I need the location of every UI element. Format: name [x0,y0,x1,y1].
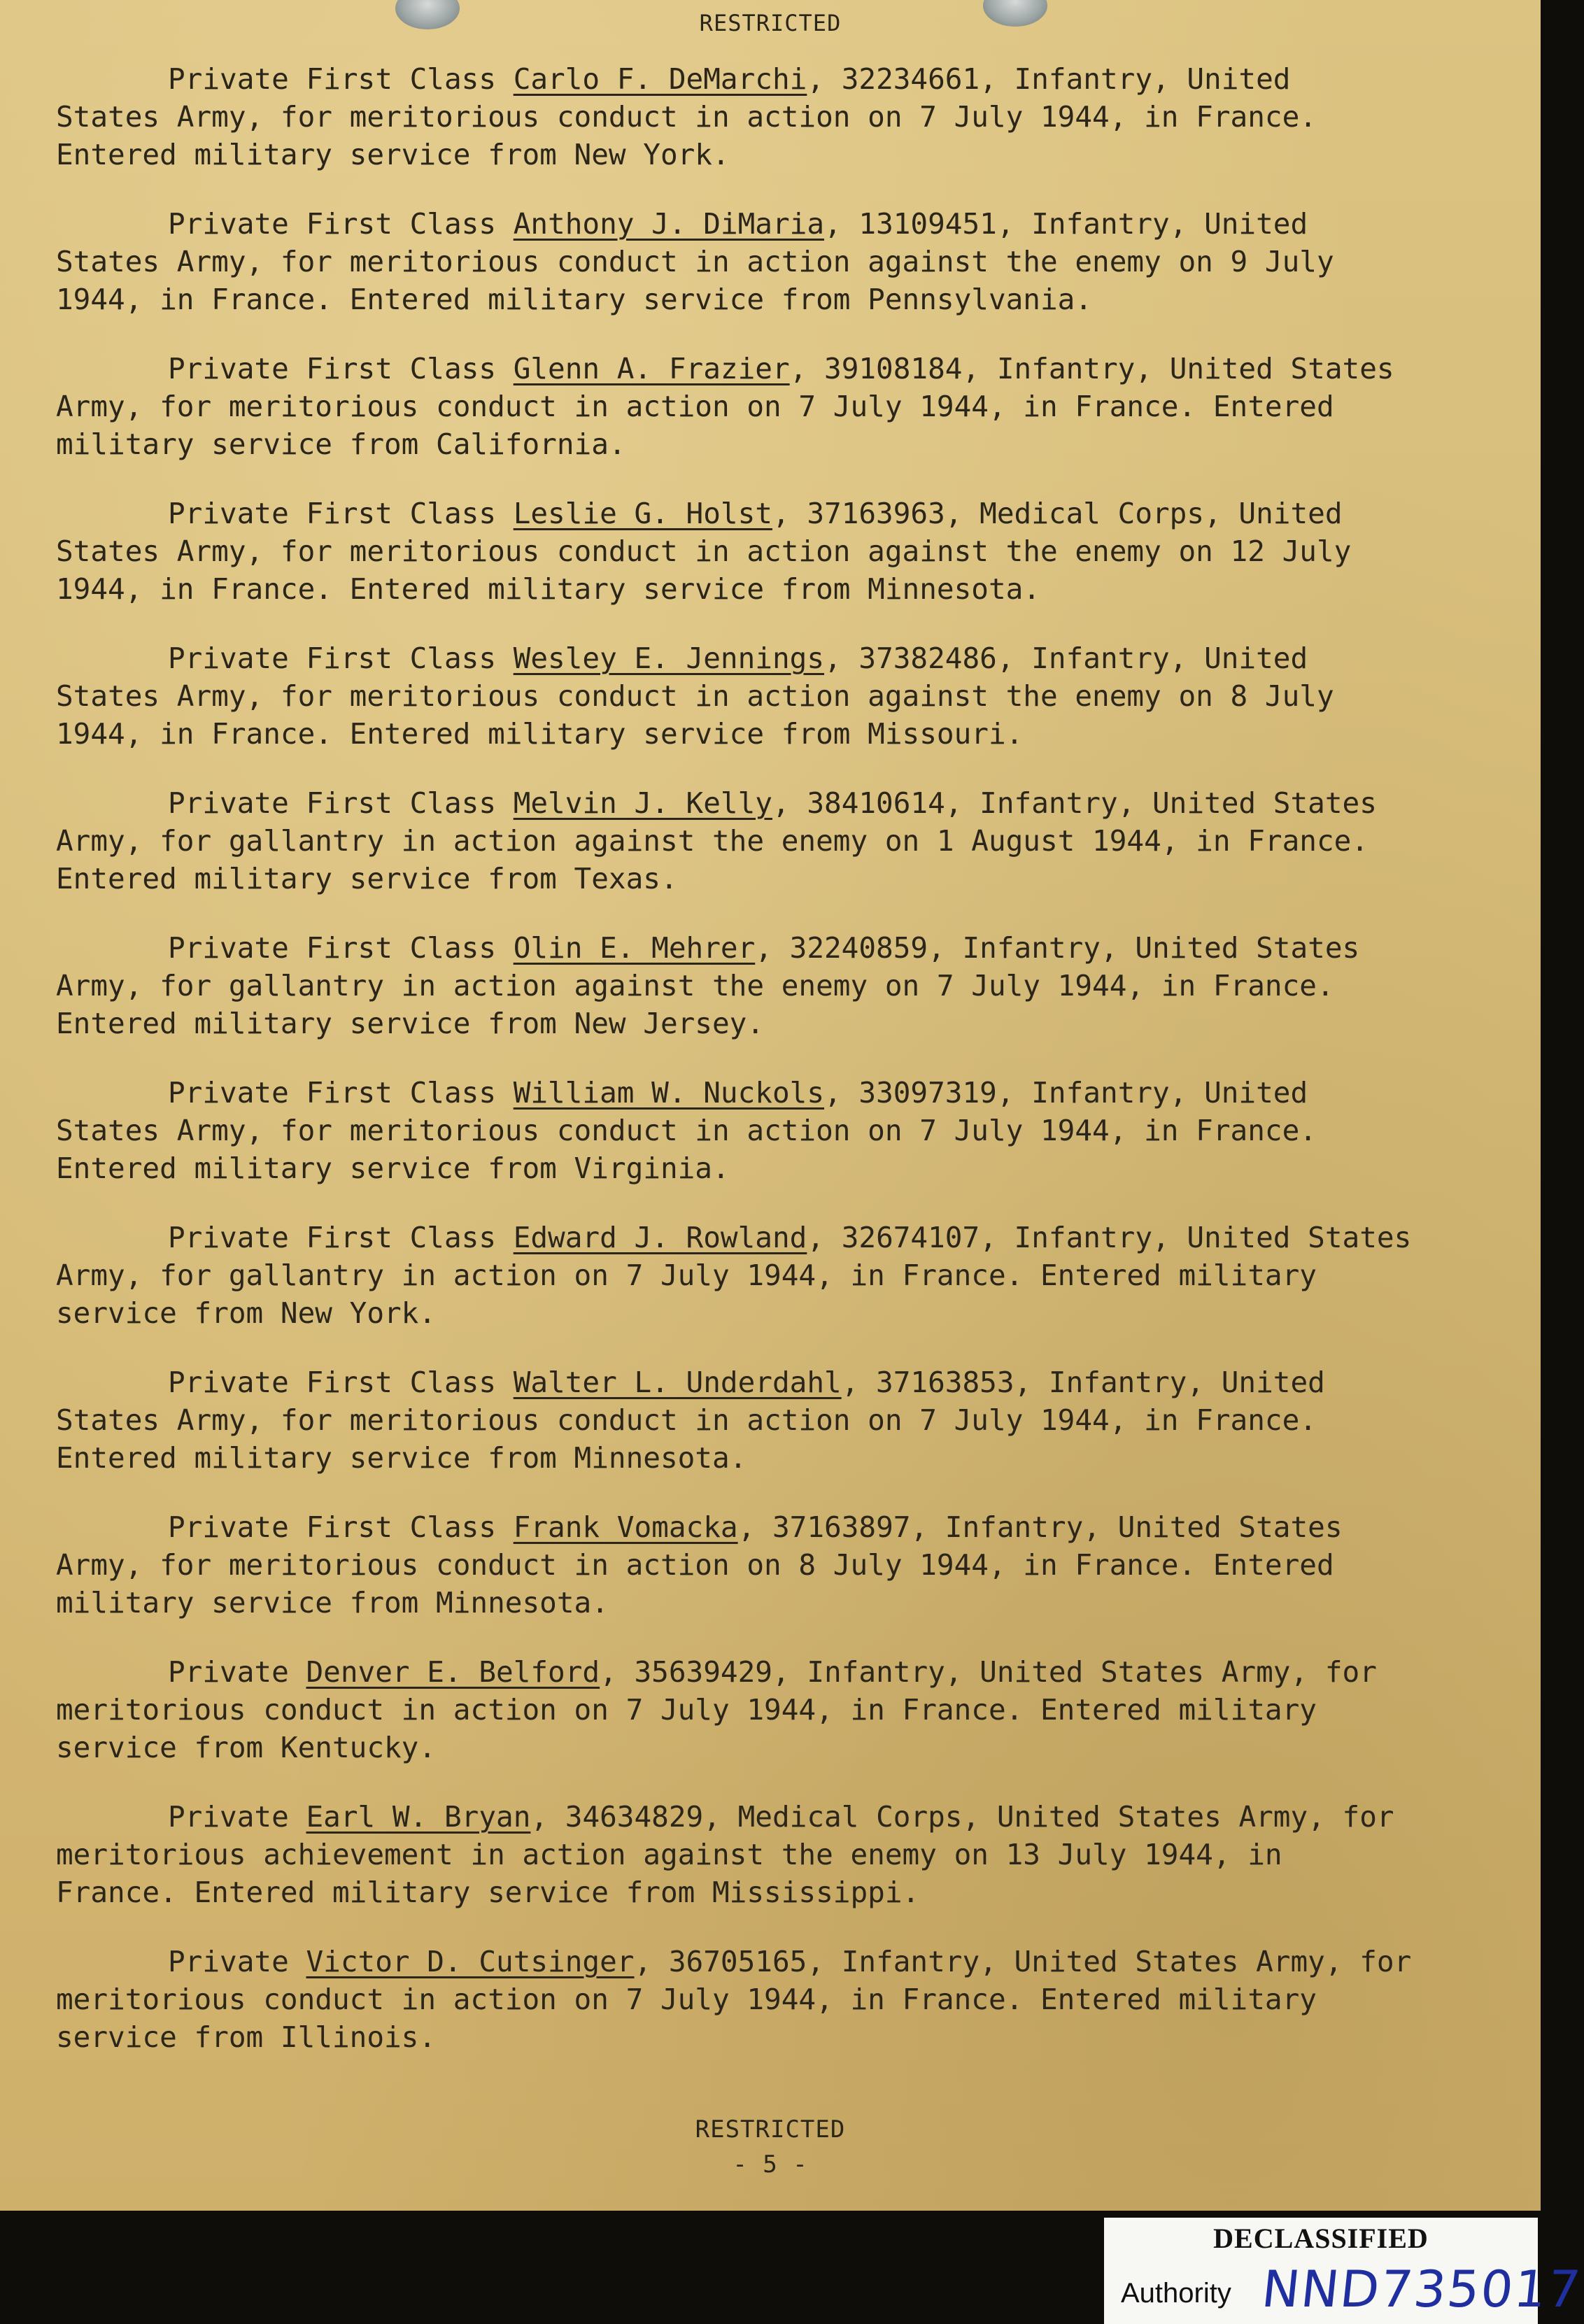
citation-entry [56,60,1483,205]
citation-line-3: military service from California. [56,427,626,461]
rank-label: Private First Class [168,1510,514,1544]
citation-line-3: France. Entered military service from Mississippi. [56,1876,920,1909]
soldier-name: William W. Nuckols [513,1076,825,1110]
citation-line-3: Entered military service from Minnesota. [56,1441,747,1475]
citation-line-2: meritorious conduct in action on 7 July 1944, in France. Entered military [56,1693,1317,1727]
citation-line-2: Army, for meritorious conduct in action on 8 July 1944, in France. Entered [56,1548,1334,1582]
rank-label: Private First Class [168,352,514,385]
serial-and-unit: , 38410614, Infantry, United States [772,786,1377,820]
serial-and-unit: , 37163897, Infantry, United States [737,1510,1343,1544]
rank-label: Private First Class [168,1076,514,1110]
rank-label: Private [168,1655,306,1689]
page-number: - 5 - [733,2151,808,2178]
soldier-name: Carlo F. DeMarchi [513,62,807,96]
stamp-authority-value: NND735017 [1259,2260,1584,2318]
soldier-name: Leslie G. Holst [513,497,772,530]
soldier-name: Wesley E. Jennings [513,642,825,675]
serial-and-unit: , 35639429, Infantry, United States Army, for [600,1655,1377,1689]
citation-entry [56,1943,1483,2088]
soldier-name: Anthony J. DiMaria [513,207,825,241]
citation-line-1 [56,60,1483,98]
citation-line-1 [56,1653,1483,1691]
serial-and-unit: , 37163853, Infantry, United [841,1366,1325,1399]
citation-line-1 [56,639,1483,677]
serial-and-unit: , 39108184, Infantry, United States [789,352,1394,385]
rank-label: Private First Class [168,62,514,96]
serial-and-unit: , 36705165, Infantry, United States Army, for [634,1945,1412,1978]
citation-line-2: States Army, for meritorious conduct in action against the enemy on 8 July [56,679,1334,713]
citation-entry [56,1074,1483,1219]
citation-line-2: States Army, for meritorious conduct in action against the enemy on 12 July [56,534,1352,568]
soldier-name: Denver E. Belford [306,1655,600,1689]
soldier-name: Victor D. Cutsinger [306,1945,635,1978]
citation-line-1 [56,1508,1483,1546]
soldier-name: Melvin J. Kelly [513,786,772,820]
citation-entry [56,205,1483,350]
rank-label: Private First Class [168,786,514,820]
header-classification: RESTRICTED [699,10,842,36]
citation-line-3: service from New York. [56,1296,437,1330]
rank-label: Private First Class [168,931,514,965]
citation-line-3: service from Illinois. [56,2020,437,2054]
citation-line-2: Army, for gallantry in action against the enemy on 7 July 1944, in France. [56,969,1334,1002]
serial-and-unit: , 32234661, Infantry, United [807,62,1291,96]
soldier-name: Edward J. Rowland [513,1221,807,1254]
rank-label: Private First Class [168,207,514,241]
citation-line-3: service from Kentucky. [56,1731,437,1764]
citation-line-2: States Army, for meritorious conduct in action against the enemy on 9 July [56,245,1334,278]
citation-line-2: Army, for meritorious conduct in action on 7 July 1944, in France. Entered [56,390,1334,423]
citation-line-2: meritorious achievement in action against the enemy on 13 July 1944, in [56,1838,1282,1871]
citation-line-1 [56,495,1483,532]
soldier-name: Walter L. Underdahl [513,1366,842,1399]
rank-label: Private First Class [168,1221,514,1254]
citation-line-3: military service from Minnesota. [56,1586,609,1620]
serial-and-unit: , 37382486, Infantry, United [824,642,1308,675]
citation-line-1 [56,205,1483,243]
citation-line-1 [56,1798,1483,1836]
declassified-stamp [1104,2218,1584,2324]
citation-entry [56,1508,1483,1653]
serial-and-unit: , 13109451, Infantry, United [824,207,1308,241]
citation-line-2: meritorious conduct in action on 7 July 1944, in France. Entered military [56,1983,1317,2016]
citation-entry [56,784,1483,929]
rank-label: Private First Class [168,497,514,530]
rank-label: Private [168,1800,306,1834]
citation-line-2: States Army, for meritorious conduct in action on 7 July 1944, in France. [56,100,1317,134]
citation-line-1 [56,1219,1483,1256]
serial-and-unit: , 33097319, Infantry, United [824,1076,1308,1110]
citation-entry [56,350,1483,495]
serial-and-unit: , 37163963, Medical Corps, United [772,497,1343,530]
stamp-title: DECLASSIFIED [1213,2223,1429,2254]
citation-line-2: Army, for gallantry in action on 7 July 1944, in France. Entered military [56,1259,1317,1292]
citation-entry [56,1363,1483,1508]
citation-line-3: 1944, in France. Entered military service from Missouri. [56,717,1024,751]
citation-line-3: Entered military service from New Jersey. [56,1007,765,1040]
citation-line-1 [56,929,1483,967]
citation-entry [56,639,1483,784]
rank-label: Private First Class [168,1366,514,1399]
citation-line-3: 1944, in France. Entered military service from Pennsylvania. [56,283,1093,316]
citation-entry [56,1798,1483,1943]
serial-and-unit: , 32240859, Infantry, United States [755,931,1360,965]
citation-line-2: States Army, for meritorious conduct in action on 7 July 1944, in France. [56,1114,1317,1147]
citation-entry [56,495,1483,639]
citation-entry [56,1219,1483,1363]
citation-line-3: 1944, in France. Entered military service from Minnesota. [56,572,1040,606]
soldier-name: Olin E. Mehrer [513,931,756,965]
citation-entry [56,1653,1483,1798]
soldier-name: Earl W. Bryan [306,1800,531,1834]
citation-line-2: Army, for gallantry in action against the enemy on 1 August 1944, in France. [56,824,1369,858]
citation-line-1 [56,784,1483,822]
citation-line-3: Entered military service from New York. [56,138,730,171]
citation-entry [56,929,1483,1074]
citation-line-2: States Army, for meritorious conduct in action on 7 July 1944, in France. [56,1403,1317,1437]
citation-line-1 [56,1943,1483,1981]
citation-line-1 [56,1074,1483,1112]
soldier-name: Frank Vomacka [513,1510,738,1544]
serial-and-unit: , 34634829, Medical Corps, United States Army, for [530,1800,1394,1834]
stamp-authority-label: Authority [1121,2278,1231,2309]
rank-label: Private [168,1945,306,1978]
rank-label: Private First Class [168,642,514,675]
citation-line-1 [56,350,1483,388]
citation-line-1 [56,1363,1483,1401]
citation-line-3: Entered military service from Virginia. [56,1152,730,1185]
serial-and-unit: , 32674107, Infantry, United States [807,1221,1412,1254]
citation-line-3: Entered military service from Texas. [56,862,678,895]
citation-list [56,60,1483,2088]
footer-classification: RESTRICTED [695,2116,846,2144]
soldier-name: Glenn A. Frazier [513,352,790,385]
